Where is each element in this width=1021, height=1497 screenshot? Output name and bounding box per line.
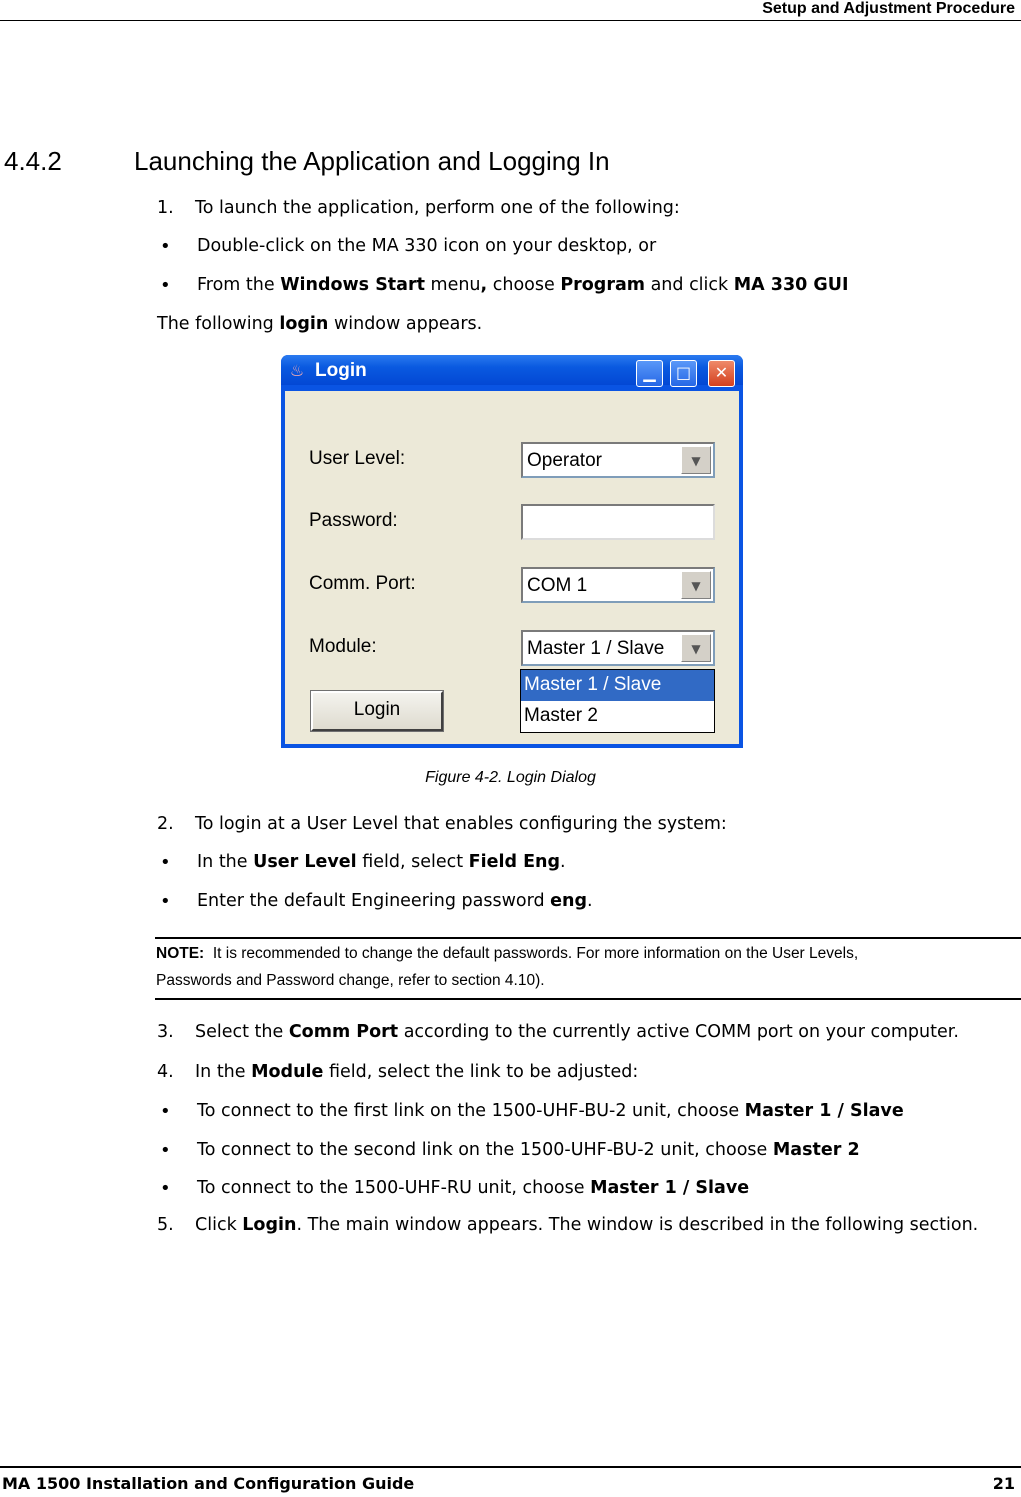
login-button[interactable]: Login bbox=[311, 691, 443, 731]
module-option[interactable]: Master 2 bbox=[524, 705, 598, 726]
bold-run: , bbox=[480, 275, 488, 295]
bold-run: eng bbox=[550, 891, 588, 911]
text-run: . bbox=[587, 891, 593, 911]
text-run: The following bbox=[157, 314, 280, 334]
page-header-title: Setup and Adjustment Procedure bbox=[762, 0, 1015, 17]
text-run: Select the bbox=[195, 1022, 289, 1042]
note-bottom-rule bbox=[155, 998, 1021, 1000]
text-run: . The main window appears. The window is described in the following section. bbox=[296, 1215, 979, 1235]
step-4-bullet-3 bbox=[197, 1178, 749, 1198]
dialog-title: Login bbox=[315, 360, 367, 381]
text-run: In the bbox=[195, 1062, 252, 1082]
java-cup-icon: ♨ bbox=[289, 361, 305, 380]
bullet-dot: • bbox=[160, 236, 171, 257]
step-number: 1. bbox=[157, 198, 174, 218]
text-run: To connect to the 1500-UHF-RU unit, choose bbox=[197, 1178, 591, 1198]
step-number: 5. bbox=[157, 1215, 174, 1235]
chevron-down-icon[interactable]: ▼ bbox=[681, 446, 711, 474]
step-4 bbox=[157, 1062, 638, 1082]
footer-divider bbox=[0, 1466, 1021, 1468]
note-text: It is recommended to change the default passwords. For more information on the User Levels, bbox=[212, 945, 859, 962]
note-line-1 bbox=[156, 945, 858, 963]
step-text: To login at a User Level that enables configuring the system: bbox=[195, 814, 727, 834]
step-1 bbox=[157, 198, 680, 218]
step-1-after-text bbox=[157, 314, 482, 334]
note-line-2: Passwords and Password change, refer to section 4.10). bbox=[156, 972, 545, 989]
bullet-dot: • bbox=[160, 1140, 171, 1161]
bold-run: login bbox=[279, 314, 329, 334]
section-heading bbox=[4, 146, 610, 177]
step-1-bullet-1: Double-click on the MA 330 icon on your desktop, or bbox=[197, 236, 657, 256]
text-run: Click bbox=[195, 1215, 243, 1235]
bullet-dot: • bbox=[160, 275, 171, 296]
note-top-rule bbox=[155, 937, 1021, 939]
comm-port-label: Comm. Port: bbox=[309, 573, 416, 594]
step-4-bullet-1 bbox=[197, 1101, 904, 1121]
bold-run: Master 2 bbox=[772, 1140, 860, 1160]
text-run: and click bbox=[645, 275, 734, 295]
text-run: menu bbox=[424, 275, 481, 295]
text-run: . bbox=[560, 852, 566, 872]
module-option[interactable]: Master 1 / Slave bbox=[521, 670, 714, 701]
footer-guide-title: MA 1500 Installation and Configuration Guide bbox=[2, 1474, 415, 1493]
section-number: 4.4.2 bbox=[4, 146, 62, 176]
bold-run: Windows Start bbox=[280, 275, 425, 295]
note-label: NOTE: bbox=[156, 945, 205, 962]
header-divider bbox=[0, 20, 1021, 21]
user-level-select[interactable] bbox=[521, 442, 715, 478]
step-number: 3. bbox=[157, 1022, 174, 1042]
dialog-titlebar bbox=[281, 355, 743, 385]
bold-run: Comm Port bbox=[288, 1022, 399, 1042]
password-input[interactable] bbox=[521, 504, 715, 540]
bold-run: User Level bbox=[253, 852, 357, 872]
bold-run: Login bbox=[242, 1215, 297, 1235]
bold-run: MA 330 GUI bbox=[733, 275, 849, 295]
step-3 bbox=[157, 1022, 959, 1042]
user-level-value: Operator bbox=[527, 450, 602, 471]
module-dropdown-list bbox=[520, 669, 715, 733]
section-title: Launching the Application and Logging In bbox=[134, 146, 610, 176]
step-1-bullet-2 bbox=[197, 275, 849, 295]
dialog-body bbox=[285, 391, 739, 744]
close-button[interactable]: ✕ bbox=[708, 360, 735, 387]
comm-port-value: COM 1 bbox=[527, 575, 588, 596]
module-select[interactable] bbox=[521, 630, 715, 666]
bullet-dot: • bbox=[160, 1101, 171, 1122]
step-2-bullet-1 bbox=[197, 852, 566, 872]
bold-run: Field Eng bbox=[468, 852, 561, 872]
text-run: From the bbox=[197, 275, 281, 295]
comm-port-select[interactable] bbox=[521, 567, 715, 603]
chevron-down-icon[interactable]: ▼ bbox=[681, 634, 711, 662]
bullet-dot: • bbox=[160, 1178, 171, 1199]
chevron-down-icon[interactable]: ▼ bbox=[681, 571, 711, 599]
step-text: To launch the application, perform one of the following: bbox=[195, 198, 680, 218]
text-run: field, select the link to be adjusted: bbox=[323, 1062, 639, 1082]
step-5 bbox=[157, 1215, 978, 1235]
bullet-dot: • bbox=[160, 852, 171, 873]
password-label: Password: bbox=[309, 510, 398, 531]
step-2 bbox=[157, 814, 727, 834]
minimize-button[interactable]: ▁ bbox=[636, 360, 663, 387]
text-run: To connect to the first link on the 1500-UHF-BU-2 unit, choose bbox=[197, 1101, 745, 1121]
text-run: window appears. bbox=[328, 314, 483, 334]
bold-run: Master 1 / Slave bbox=[590, 1178, 750, 1198]
bold-run: Module bbox=[251, 1062, 324, 1082]
text-run: field, select bbox=[356, 852, 469, 872]
login-dialog bbox=[281, 355, 743, 748]
text-run: choose bbox=[487, 275, 561, 295]
bold-run: Master 1 / Slave bbox=[744, 1101, 904, 1121]
figure-caption: Figure 4-2. Login Dialog bbox=[425, 769, 596, 786]
maximize-button[interactable]: □ bbox=[670, 360, 697, 387]
text-run: Enter the default Engineering password bbox=[197, 891, 551, 911]
text-run: In the bbox=[197, 852, 254, 872]
text-run: according to the currently active COMM port on your computer. bbox=[398, 1022, 959, 1042]
user-level-label: User Level: bbox=[309, 448, 406, 469]
bold-run: Program bbox=[560, 275, 646, 295]
page-number: 21 bbox=[992, 1474, 1015, 1493]
text-run: To connect to the second link on the 1500-UHF-BU-2 unit, choose bbox=[197, 1140, 773, 1160]
step-number: 4. bbox=[157, 1062, 174, 1082]
step-number: 2. bbox=[157, 814, 174, 834]
step-4-bullet-2 bbox=[197, 1140, 860, 1160]
module-value: Master 1 / Slave bbox=[527, 638, 665, 659]
step-2-bullet-2 bbox=[197, 891, 593, 911]
bullet-dot: • bbox=[160, 891, 171, 912]
module-label: Module: bbox=[309, 636, 377, 657]
